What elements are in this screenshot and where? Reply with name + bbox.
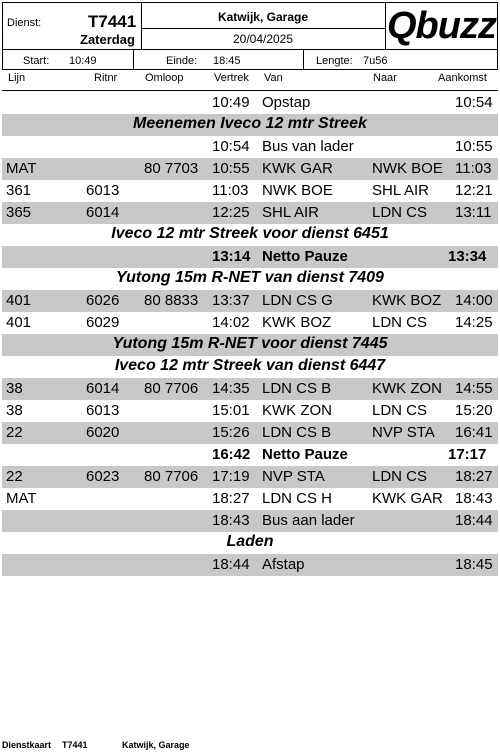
cell-vertrek: 11:03 xyxy=(212,182,249,199)
trip-row xyxy=(2,378,498,400)
trip-row xyxy=(2,202,498,224)
section-title: Meenemen Iveco 12 mtr Streek xyxy=(133,115,367,132)
cell-vertrek: 14:35 xyxy=(212,380,250,397)
trip-row xyxy=(2,554,498,576)
cell-van: Bus aan lader xyxy=(262,512,355,529)
section-title: Laden xyxy=(226,533,274,550)
trip-row xyxy=(2,136,498,158)
cell-aankomst: 18:43 xyxy=(455,490,493,507)
trip-row xyxy=(2,466,498,488)
cell-vertrek: 18:43 xyxy=(212,512,250,529)
trip-row xyxy=(2,290,498,312)
cell-aankomst: 10:54 xyxy=(455,94,493,111)
trip-row xyxy=(2,510,498,532)
pause-row xyxy=(2,444,498,466)
cell-lijn: 38 xyxy=(6,402,23,419)
col-ritnr: Ritnr xyxy=(94,72,118,84)
cell-aankomst: 17:17 xyxy=(448,446,487,463)
cell-naar: KWK ZON xyxy=(372,380,442,397)
header-box xyxy=(2,2,498,70)
cell-ritnr: 6013 xyxy=(86,402,120,419)
cell-ritnr: 6020 xyxy=(86,424,120,441)
service-date: 20/04/2025 xyxy=(232,32,294,46)
cell-aankomst: 14:25 xyxy=(455,314,493,331)
cell-aankomst: 13:11 xyxy=(455,204,492,221)
section-title: Iveco 12 mtr Streek voor dienst 6451 xyxy=(111,225,389,242)
col-omloop: Omloop xyxy=(145,72,184,84)
cell-ritnr: 6014 xyxy=(86,204,120,221)
start-label: Start: xyxy=(23,55,50,67)
cell-aankomst: 18:44 xyxy=(455,512,493,529)
section-title: Yutong 15m R-NET van dienst 7409 xyxy=(116,269,384,286)
cell-ritnr: 6029 xyxy=(86,314,120,331)
col-lijn: Lijn xyxy=(8,72,26,84)
cell-naar: KWK BOZ xyxy=(372,292,442,309)
cell-aankomst: 18:45 xyxy=(455,556,493,573)
col-naar: Naar xyxy=(373,72,397,84)
cell-aankomst: 15:20 xyxy=(455,402,493,419)
trip-row xyxy=(2,488,498,510)
end-value: 18:45 xyxy=(213,55,241,67)
day-label: Zaterdag xyxy=(80,32,135,47)
col-aankomst: Aankomst xyxy=(438,72,487,84)
section-row xyxy=(2,334,498,356)
cell-lijn: 22 xyxy=(6,424,23,441)
cell-naar: LDN CS xyxy=(372,204,428,221)
cell-ritnr: 6014 xyxy=(86,380,120,397)
section-row xyxy=(2,356,498,378)
trip-row xyxy=(2,158,498,180)
cell-aankomst: 14:55 xyxy=(455,380,493,397)
cell-aankomst: 12:21 xyxy=(455,182,493,199)
cell-van: Bus van lader xyxy=(262,138,354,155)
cell-van: LDN CS B xyxy=(262,380,332,397)
cell-van: NWK BOE xyxy=(262,182,333,199)
location-title: Katwijk, Garage xyxy=(217,10,309,24)
cell-van: LDN CS B xyxy=(262,424,332,441)
duty-table xyxy=(2,92,498,576)
col-van: Van xyxy=(264,72,283,84)
cell-vertrek: 13:37 xyxy=(212,292,250,309)
cell-lijn: 401 xyxy=(6,292,32,309)
cell-aankomst: 18:27 xyxy=(455,468,493,485)
cell-vertrek: 18:44 xyxy=(212,556,250,573)
cell-ritnr: 6013 xyxy=(86,182,120,199)
cell-naar: NVP STA xyxy=(372,424,435,441)
column-header-divider xyxy=(2,90,498,91)
cell-aankomst: 14:00 xyxy=(455,292,493,309)
cell-van: SHL AIR xyxy=(262,204,319,221)
trip-row xyxy=(2,400,498,422)
cell-van: Netto Pauze xyxy=(262,248,348,265)
cell-vertrek: 10:55 xyxy=(212,160,250,177)
cell-ritnr: 6026 xyxy=(86,292,120,309)
cell-aankomst: 13:34 xyxy=(448,248,487,265)
cell-naar: NWK BOE xyxy=(372,160,443,177)
cell-van: Opstap xyxy=(262,94,311,111)
col-vertrek: Vertrek xyxy=(214,72,249,84)
footer-location: Katwijk, Garage xyxy=(122,740,190,750)
cell-vertrek: 15:26 xyxy=(212,424,250,441)
cell-lijn: MAT xyxy=(6,160,37,177)
dienst-code: T7441 xyxy=(88,12,137,31)
cell-vertrek: 13:14 xyxy=(212,248,251,265)
cell-van: KWK BOZ xyxy=(262,314,332,331)
cell-naar: KWK GAR xyxy=(372,490,443,507)
end-label: Einde: xyxy=(166,55,198,67)
trip-row xyxy=(2,422,498,444)
cell-lijn: MAT xyxy=(6,490,37,507)
cell-omloop: 80 7706 xyxy=(144,380,199,397)
cell-vertrek: 10:49 xyxy=(212,94,250,111)
cell-vertrek: 10:54 xyxy=(212,138,250,155)
cell-aankomst: 16:41 xyxy=(455,424,493,441)
trip-row xyxy=(2,312,498,334)
start-value: 10:49 xyxy=(69,55,97,67)
cell-lijn: 365 xyxy=(6,204,32,221)
cell-van: Netto Pauze xyxy=(262,446,348,463)
section-row xyxy=(2,532,498,554)
trip-row xyxy=(2,92,498,114)
cell-vertrek: 15:01 xyxy=(212,402,250,419)
cell-vertrek: 17:19 xyxy=(212,468,250,485)
length-label: Lengte: xyxy=(316,55,353,67)
cell-van: LDN CS H xyxy=(262,490,333,507)
cell-lijn: 361 xyxy=(6,182,32,199)
cell-van: LDN CS G xyxy=(262,292,333,309)
cell-naar: SHL AIR xyxy=(372,182,429,199)
cell-van: Afstap xyxy=(262,556,305,573)
column-header-row xyxy=(2,70,498,90)
cell-vertrek: 14:02 xyxy=(212,314,250,331)
cell-lijn: 401 xyxy=(6,314,32,331)
cell-van: KWK ZON xyxy=(262,402,332,419)
section-title: Yutong 15m R-NET voor dienst 7445 xyxy=(112,335,388,352)
dienst-label: Dienst: xyxy=(7,17,42,29)
cell-vertrek: 16:42 xyxy=(212,446,251,463)
footer-code: T7441 xyxy=(62,740,88,750)
section-row xyxy=(2,224,498,246)
cell-van: NVP STA xyxy=(262,468,325,485)
cell-aankomst: 10:55 xyxy=(455,138,493,155)
qbuzz-logo: Qbuzz xyxy=(387,5,496,47)
cell-naar: LDN CS xyxy=(372,314,428,331)
cell-aankomst: 11:03 xyxy=(455,160,492,177)
cell-omloop: 80 7706 xyxy=(144,468,199,485)
cell-omloop: 80 8833 xyxy=(144,292,199,309)
cell-vertrek: 18:27 xyxy=(212,490,250,507)
pause-row xyxy=(2,246,498,268)
cell-naar: LDN CS xyxy=(372,402,428,419)
footer-label: Dienstkaart xyxy=(2,740,52,750)
section-row xyxy=(2,114,498,136)
cell-lijn: 38 xyxy=(6,380,23,397)
length-value: 7u56 xyxy=(363,55,388,67)
section-row xyxy=(2,268,498,290)
cell-lijn: 22 xyxy=(6,468,23,485)
section-title: Iveco 12 mtr Streek van dienst 6447 xyxy=(114,357,386,374)
cell-ritnr: 6023 xyxy=(86,468,120,485)
cell-vertrek: 12:25 xyxy=(212,204,250,221)
cell-van: KWK GAR xyxy=(262,160,333,177)
cell-naar: LDN CS xyxy=(372,468,428,485)
cell-omloop: 80 7703 xyxy=(144,160,199,177)
trip-row xyxy=(2,180,498,202)
